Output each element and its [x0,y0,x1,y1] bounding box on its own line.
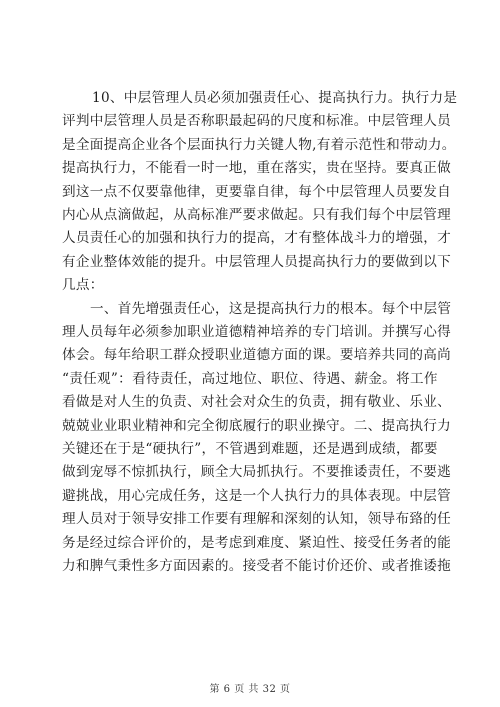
paragraph-line: 理人员对于领导安排工作要有理解和深刻的认知，领导布臵的任 [62,511,452,528]
paragraph-line: 评判中层管理人员是否称职最起码的尺度和标准。中层管理人员 [62,113,452,130]
paragraph-line: 人员责任心的加强和执行力的提高，才有整体战斗力的增强，才 [62,230,452,247]
paragraph-line: 体会。每年给职工群众授职业道德方面的课。要培养共同的高尚 [62,347,452,364]
paragraph-line: 提高执行力，不能看一时一地，重在落实，贵在坚持。要真正做 [62,160,452,177]
paragraph-line: 务是经过综合评价的，是考虑到难度、紧迫性、接受任务者的能 [62,534,452,551]
paragraph-line: 兢兢业业职业精神和完全彻底履行的职业操守。二、提高执行力 [62,417,452,434]
paragraph-line: 内心从点滴做起，从高标准严要求做起。只有我们每个中层管理 [62,207,452,223]
paragraph-line: 有企业整体效能的提升。中层管理人员提高执行力的要做到以下 [62,253,452,270]
paragraph-line: 几点： [62,277,104,294]
paragraph-line: 关键还在于是“硬执行”，不管遇到难题，还是遇到成绩，都要 [62,441,438,457]
paragraph-line: 力和脾气秉性多方面因素的。接受者不能讨价还价、或者推诿拖 [62,558,452,574]
paragraph-line: 10、中层管理人员必须加强责任心、提高执行力。执行力是 [92,90,458,106]
paragraph-line: “责任观”：看待责任，高过地位、职位、待遇、薪金。将工作 [62,370,438,387]
paragraph-line: 到这一点不仅要靠他律，更要靠自律，每个中层管理人员要发自 [62,183,452,200]
paragraph-line: 理人员每年必须参加职业道德精神培养的专门培训。并撰写心得 [62,324,452,340]
paragraph-line: 避挑战，用心完成任务，这是一个人执行力的具体表现。中层管 [62,487,452,504]
page-footer: 第 6 页 共 32 页 [209,684,291,695]
paragraph-line: 看做是对人生的负责、对社会对众生的负责，拥有敬业、乐业、 [62,394,452,411]
paragraph-line: 做到宠辱不惊抓执行，顾全大局抓执行。不要推诿责任，不要逃 [62,464,452,481]
paragraph-line: 一、首先增强责任心，这是提高执行力的根本。每个中层管 [90,300,452,317]
paragraph-line: 是全面提高企业各个层面执行力关键人物,有着示范性和带动力。 [62,136,456,153]
